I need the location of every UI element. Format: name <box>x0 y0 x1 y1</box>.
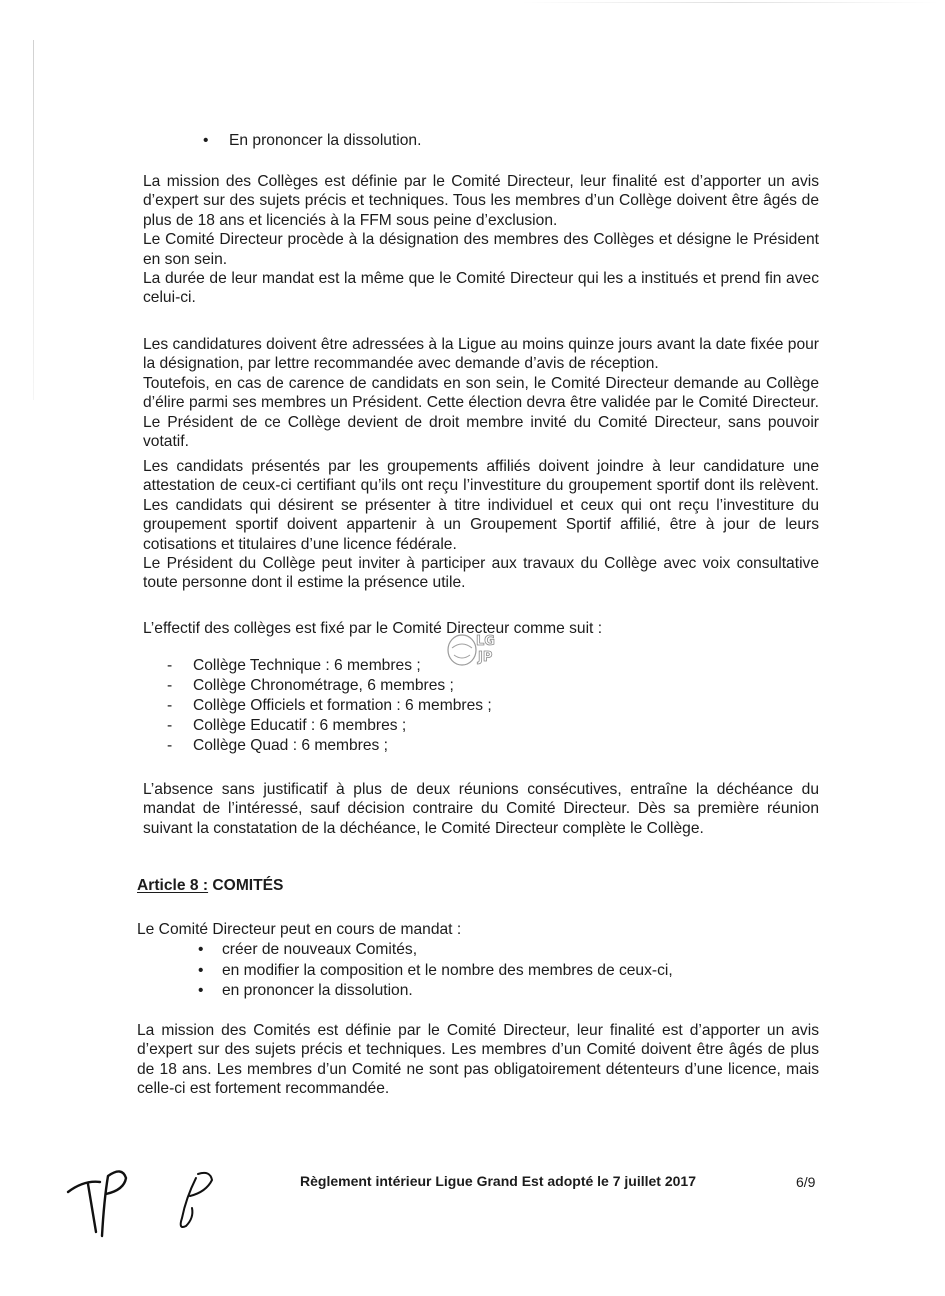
absence-paragraph: L’absence sans justificatif à plus de deux réunions consécutives, entraîne la déchéance du mandat de l’intéressé, sauf décision contraire du Comité Directeur. Dès sa première réunion suivant la constatation de la déchéance, le Comité Directeur complète le Collège. <box>143 781 819 837</box>
candidatures-block <box>143 335 819 451</box>
candidats-block <box>143 457 819 593</box>
list-item: - Collège Educatif : 6 membres ; <box>167 717 407 735</box>
paragraph: La durée de leur mandat est la même que le Comité Directeur qui les a institués et prend fin avec celui-ci. <box>143 270 819 307</box>
bullet-marker: • <box>198 982 204 1000</box>
svg-text:JP: JP <box>478 650 493 665</box>
bullet-marker: • <box>198 961 204 979</box>
bullet-marker: • <box>198 941 204 958</box>
paragraph: Les candidatures doivent être adressées à la Ligue au moins quinze jours avant la date fixée pour la désignation, par lettre recommandée avec demande d’avis de réception. <box>143 336 819 373</box>
comites-mission-paragraph: La mission des Comités est définie par le Comité Directeur, leur finalité est d’apporter un avis d’expert sur des sujets précis et techniques. Les membres d’un Comité doivent être âgés de plus de 18 ans. Les membres d’un Comité ne sont pas obligatoirement détenteurs d’une licence, mais celle-ci est fortement recommandée. <box>137 1022 819 1098</box>
comites-list <box>198 940 673 1002</box>
dash-marker: - <box>167 677 173 695</box>
signature-initials <box>62 1160 134 1242</box>
dash-marker: - <box>167 657 173 674</box>
page-number: 6/9 <box>796 1174 816 1190</box>
bullet-item-dissolution <box>203 131 421 150</box>
signature-second <box>168 1168 222 1234</box>
bullet-text: En prononcer la dissolution. <box>229 132 422 149</box>
paragraph: La mission des Collèges est définie par le Comité Directeur, leur finalité est d’apporter un avis d’expert sur des sujets précis et techniques. Tous les membres d’un Collège doivent être âgés de plus de 18 ans et licenciés à la FFM sous peine d’exclusion. <box>143 173 819 229</box>
bullet-marker: • <box>203 132 209 149</box>
colleges-list <box>167 656 492 756</box>
list-item: • créer de nouveaux Comités, <box>198 941 418 958</box>
colleges-mission-block <box>143 172 819 308</box>
dash-marker: - <box>167 717 173 735</box>
effectif-intro: L’effectif des collèges est fixé par le Comité Directeur comme suit : <box>143 620 603 637</box>
paragraph: Le Président du Collège peut inviter à participer aux travaux du Collège avec voix consultative toute personne dont il estime la présence utile. <box>143 555 819 592</box>
article-intro: Le Comité Directeur peut en cours de mandat : <box>137 921 462 938</box>
list-item: • en modifier la composition et le nombre des membres de ceux-ci, <box>198 961 673 979</box>
paragraph: Le Comité Directeur procède à la désignation des membres des Collèges et désigne le Président en son sein. <box>143 231 819 268</box>
article-title: COMITÉS <box>212 877 284 894</box>
dash-marker: - <box>167 737 173 755</box>
scan-edge-left <box>33 40 34 400</box>
list-item: - Collège Chronométrage, 6 membres ; <box>167 677 454 695</box>
scan-edge-top <box>520 2 940 3</box>
paragraph: Toutefois, en cas de carence de candidats en son sein, le Comité Directeur demande au Collège d’élire parmi ses membres un Président. Cette élection devra être validée par le Comité Directeur. Le Président de ce Collège devient de droit membre invité du Comité Directeur, sans pouvoir votatif. <box>143 374 819 451</box>
footer-title: Règlement intérieur Ligue Grand Est adopté le 7 juillet 2017 <box>300 1173 696 1189</box>
paragraph: Les candidats présentés par les groupements affiliés doivent joindre à leur candidature une attestation de ceux-ci certifiant qu’ils ont reçu l’investiture du groupement sportif dont ils relèvent. Les candidats qui désirent se présenter à titre individuel et ceux qui ont reçu l’investiture du groupement sportif doivent appartenir à un Groupement Sportif affilié, être à jour de leurs cotisations et titulaires d’une licence fédérale. <box>143 458 819 553</box>
list-item: - Collège Officiels et formation : 6 membres ; <box>167 697 492 715</box>
dash-marker: - <box>167 697 173 715</box>
list-item: • en prononcer la dissolution. <box>198 982 413 1000</box>
article-number: Article 8 : <box>137 877 209 894</box>
list-item: - Collège Technique : 6 membres ; <box>167 657 421 674</box>
article-heading <box>137 876 283 895</box>
list-item: - Collège Quad : 6 membres ; <box>167 737 389 755</box>
svg-text:LG: LG <box>476 634 495 649</box>
